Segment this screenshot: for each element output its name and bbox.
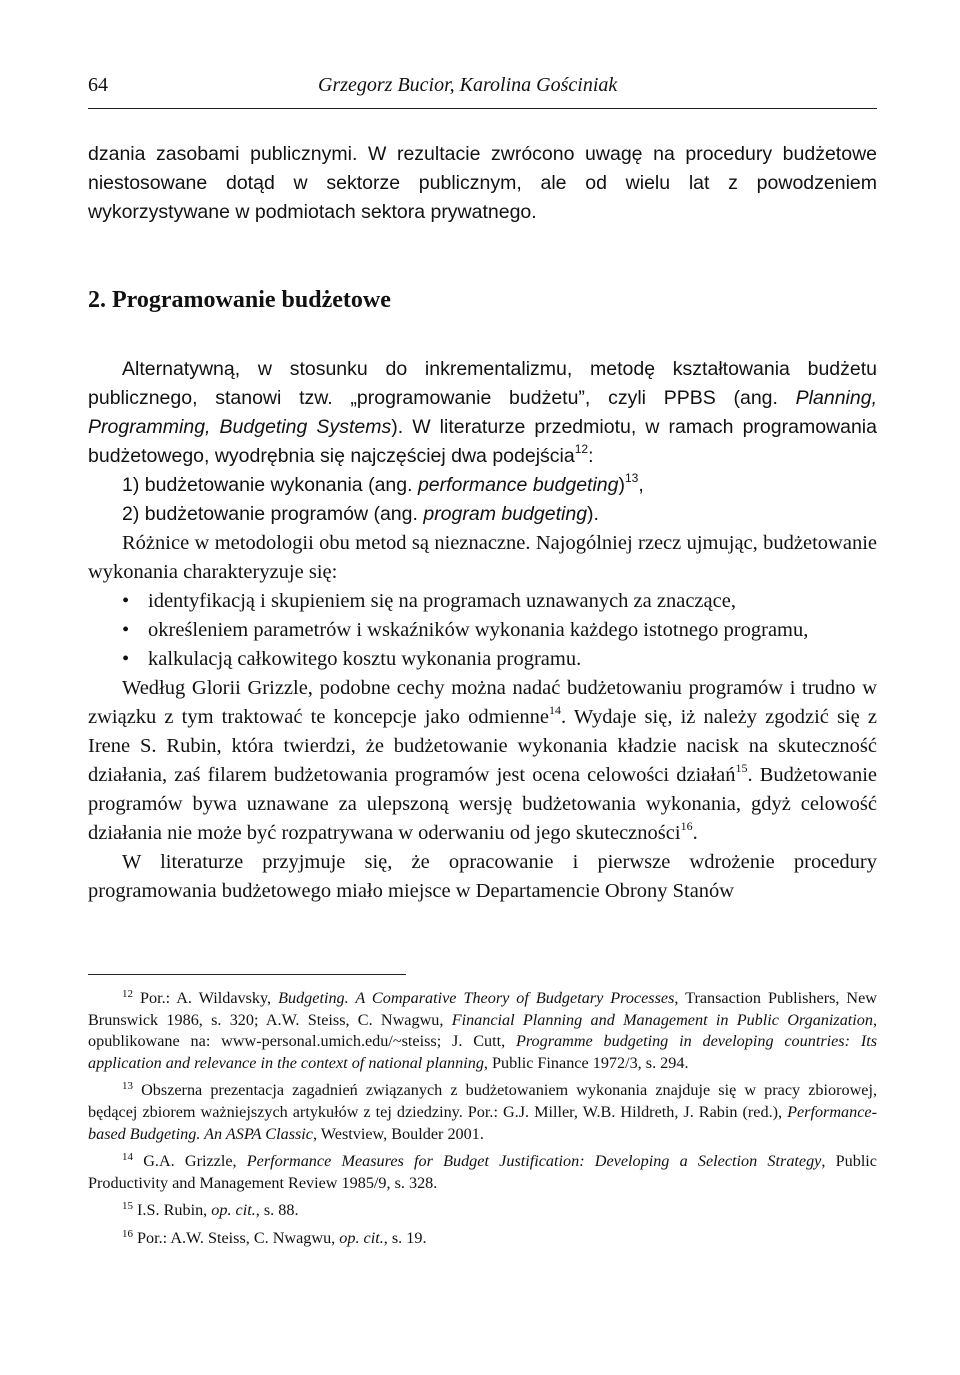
footnote-13: $^{13}$ Obszerna prezentacja zagadnień związanych z budżetowaniem wykonania znajduje się w pracy zbiorowej, będącej zbiorem ważniejszych artykułów z tej dziedziny. Por.: G.J. Miller, W.B. Hildreth, J. Rabin (red.), Performance-based Budgeting. An ASPA Classic, Westview, Boulder 2001. [88,1080,877,1143]
footnote-15: $^{15}$ I.S. Rubin, op. cit., s. 88. [122,1200,299,1220]
paragraph-literature: W literaturze przyjmuje się, że opracowanie i pierwsze wdrożenie procedury programowania budżetowego miało miejsce w Departamencie Obrony Stanów [88,851,877,902]
characteristics-list [88,587,877,674]
main-text [88,140,877,906]
paragraph-differences: Różnice w metodologii obu metod są nieznaczne. Najogólniej rzecz ujmując, budżetowanie wykonania charakteryzuje się: [88,532,877,583]
footnote-ref-12: 12 [574,442,589,456]
running-title: Grzegorz Bucior, Karolina Gościniak [318,74,618,96]
list-item-program-budgeting: 2) budżetowanie programów (ang. program budgeting). [122,503,599,525]
footnote-ref-14: 14 [549,703,562,717]
list-item: • kalkulacją całkowitego kosztu wykonania programu. [88,645,877,674]
section-heading: 2. Programowanie budżetowe [88,287,391,313]
list-item-performance-budgeting: 1) budżetowanie wykonania (ang. performance budgeting)$^{13}$, [122,471,644,496]
footnotes [88,988,877,1256]
footnote-divider [88,974,406,975]
footnote-ref-16: 16 [680,819,693,833]
footnote-ref-15: 15 [735,761,748,775]
bullet-icon: • [122,619,130,641]
page-header [88,72,877,109]
page-number: 64 [88,74,108,96]
paragraph-ppbs: Alternatywną, w stosunku do inkrementalizmu, metodę kształtowania budżetu publicznego, stanowi tzw. „programowanie budżetu”, czyli PPBS (ang. Planning, Programming, Budgeting Systems). W literaturze przedmiotu, w ramach programowania budżetowego, wyodrębnia się najczęściej dwa podejścia$^{12}$: [88,358,877,467]
footnote-14: $^{14}$ G.A. Grizzle, Performance Measures for Budget Justification: Developing a Selection Strategy, Public Productivity and Management Review 1985/9, s. 328. [88,1151,877,1192]
list-item: • określeniem parametrów i wskaźników wykonania każdego istotnego programu, [88,616,877,645]
footnote-12: $^{12}$ Por.: A. Wildavsky, Budgeting. A Comparative Theory of Budgetary Processes, Transaction Publishers, New Brunswick 1986, s. 320; A.W. Steiss, C. Nwagwu, Financial Planning and Management in Public Organization, opublikowane na: www-personal.umich.edu/~steiss; J. Cutt, Programme budgeting in developing countries: Its application and relevance in the context of national planning, Public Finance 1972/3, s. 294. [88,988,878,1072]
paragraph-grizzle: Według Glorii Grizzle, podobne cechy można nadać budżetowaniu programów i trudno w związku z tym traktować te koncepcje jako odmienne$^{14}$. Wydaje się, iż należy zgodzić się z Irene S. Rubin, która twierdzi, że budżetowanie wykonania kładzie nacisk na skuteczność działania, zaś filarem budżetowania programów jest ocena celowości działań$^{15}$. Budżetowanie programów bywa uznawane za ulepszoną wersję budżetowania wykonania, gdyż celowość działania nie może być rozpatrywana w oderwaniu od jego skuteczności$^{16}$. [88,677,877,844]
list-item: • identyfikacją i skupieniem się na programach uznawanych za znaczące, [88,587,877,616]
bullet-icon: • [122,648,130,670]
footnote-ref-13: 13 [625,471,639,485]
bullet-icon: • [122,590,130,612]
intro-paragraph: dzania zasobami publicznymi. W rezultacie zwrócono uwagę na procedury budżetowe niestosowane dotąd w sektorze publicznym, ale od wielu lat z powodzeniem wykorzystywane w podmiotach sektora prywatnego. [88,143,877,223]
footnote-16: $^{16}$ Por.: A.W. Steiss, C. Nwagwu, op. cit., s. 19. [122,1227,427,1247]
